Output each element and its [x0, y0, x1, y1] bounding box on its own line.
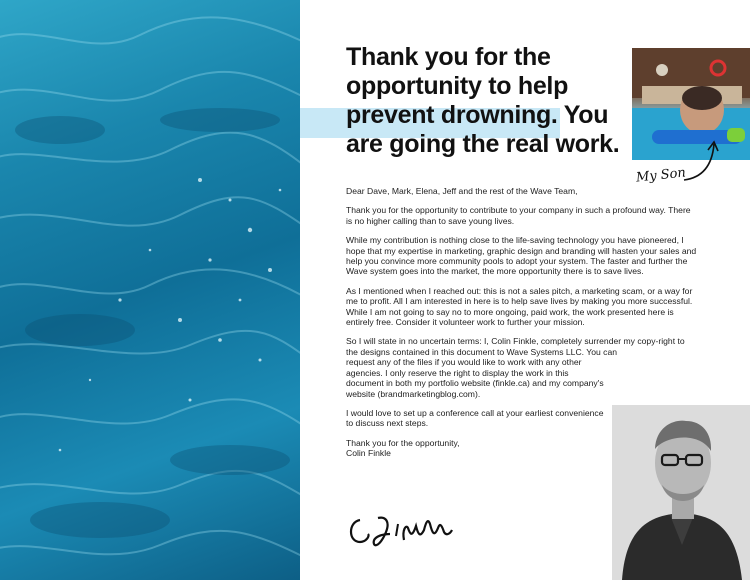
letter-paragraph-2: While my contribution is nothing close to the life-saving technology you have pioneered, I hope that my expertise in marketing, graphic design and branding will hasten your sales and help you convince more community pools to adopt your system. The faster and further the Wave system goes into the market, the more opportunity there is to save lives. [346, 235, 697, 277]
headline-line-2: opportunity to help [346, 72, 569, 100]
letter-paragraph-4b: request any of the files if you would like to work with any other agencies. I only reserve the right to display the work in this document in both my portfolio website (finkle.ca) and my company's website (brandmarketingblog.com). [346, 357, 604, 399]
letter-paragraph-3: As I mentioned when I reached out: this is not a sales pitch, a marketing scam, or a way for me to profit. All I am interested in here is to help save lives by making you more successful. While I am not going to say no to more ongoing, paid work, the work presented here is entirely free. Consider it volunteer work to further your mission. [346, 285, 693, 328]
letter-paragraph-1: Thank you for the opportunity to contribute to your company in such a profound way. There is no higher calling than to save young lives. [346, 205, 691, 226]
signature-image [346, 508, 456, 550]
water-texture [0, 0, 300, 580]
letter-paragraph-4a: So I will state in no uncertain terms: I, Colin Finkle, completely surrender my copy-right to the designs contained in this document to Wave Systems LLC. You can [346, 336, 685, 357]
letter-greeting: Dear Dave, Mark, Elena, Jeff and the rest of the Wave Team, [346, 186, 578, 196]
letter-closing: Thank you for the opportunity, [346, 437, 460, 448]
headline-line-3: prevent drowning. You [346, 101, 609, 129]
letter-paragraph-5: I would love to set up a conference call at your earliest convenience to discuss next steps. [346, 407, 604, 429]
headline-line-4: are going the real work. [346, 130, 620, 158]
letter-name: Colin Finkle [346, 448, 391, 459]
pool-water-photo [0, 0, 300, 580]
author-photo [612, 405, 750, 580]
author-photo-illustration [612, 405, 750, 580]
headline-line-1: Thank you for the [346, 43, 551, 71]
headline [346, 43, 636, 159]
son-caption: My Son [635, 165, 687, 186]
